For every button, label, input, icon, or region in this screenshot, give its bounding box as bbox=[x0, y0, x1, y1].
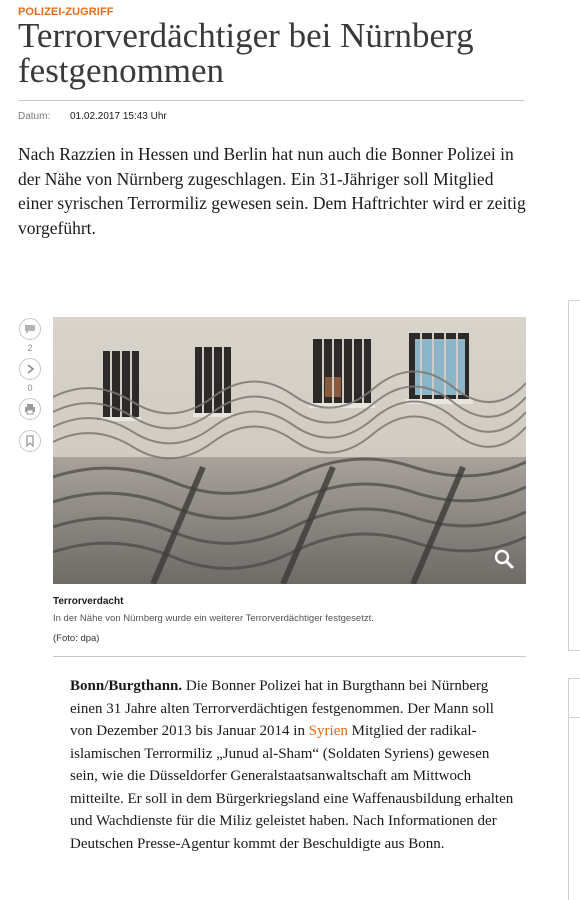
right-rail-tick bbox=[568, 717, 580, 718]
body-text-1: Die Bonner Polizei hat in Burgthann bei Nürnberg einen 31 Jahre alten Terrorverdächtigen festgenommen. Der Mann soll von Dezember 2013 bis Januar 2014 in bbox=[70, 678, 494, 739]
right-rail-border bbox=[568, 300, 569, 650]
right-rail-tick bbox=[568, 678, 580, 679]
share-icon[interactable] bbox=[19, 358, 41, 380]
bookmark-icon[interactable] bbox=[19, 430, 41, 452]
share-tool[interactable] bbox=[18, 358, 42, 394]
right-rail-tick bbox=[568, 650, 580, 651]
print-tool[interactable] bbox=[18, 398, 42, 420]
headline: Terrorverdächtiger bei Nürnberg festgenommen bbox=[18, 16, 474, 90]
comment-icon[interactable] bbox=[19, 318, 41, 340]
right-rail-tick bbox=[568, 300, 580, 301]
caption-title: Terrorverdacht bbox=[53, 596, 124, 607]
header-divider bbox=[18, 100, 524, 101]
article-photo[interactable] bbox=[53, 317, 526, 584]
comments-count: 2 bbox=[27, 343, 33, 353]
photo-credit: (Foto: dpa) bbox=[53, 633, 100, 644]
bookmark-tool[interactable] bbox=[18, 430, 42, 452]
date-value: 01.02.2017 15:43 Uhr bbox=[70, 111, 167, 122]
right-rail-border bbox=[568, 678, 569, 900]
shares-count: 0 bbox=[27, 383, 33, 393]
comments-tool[interactable] bbox=[18, 318, 42, 354]
dateline: Bonn/Burgthann. bbox=[70, 678, 183, 694]
kicker: POLIZEI-ZUGRIFF bbox=[18, 6, 114, 18]
body-paragraph bbox=[70, 675, 520, 855]
side-tools bbox=[18, 318, 42, 452]
syria-link[interactable]: Syrien bbox=[308, 723, 348, 739]
caption-divider bbox=[53, 656, 526, 657]
print-icon[interactable] bbox=[19, 398, 41, 420]
lead-paragraph: Nach Razzien in Hessen und Berlin hat nun auch die Bonner Polizei in der Nähe von Nürnberg zugeschlagen. Ein 31-Jähriger soll Mitglied einer syrischen Terrormiliz gewesen sein. Dem Haftrichter wird er zeitig vorgeführt. bbox=[18, 144, 526, 238]
date-label: Datum: bbox=[18, 111, 51, 122]
body-text-2: Mitglied der radikal-islamischen Terrormiliz „Junud al-Sham“ (Soldaten Syriens) gewesen sein, wie die Düsseldorfer Generalstaatsanwaltschaft am Mittwoch mitteilte. Er soll in dem Bürgerkriegsland eine Waffenausbildung erhalten und Wachdienste für die Miliz geleistet haben. Nach Informationen der Deutschen Presse-Agentur kommt der Beschuldigte aus Bonn. bbox=[70, 723, 514, 852]
caption-text: In der Nähe von Nürnberg wurde ein weiterer Terrorverdächtiger festgesetzt. bbox=[53, 613, 374, 624]
